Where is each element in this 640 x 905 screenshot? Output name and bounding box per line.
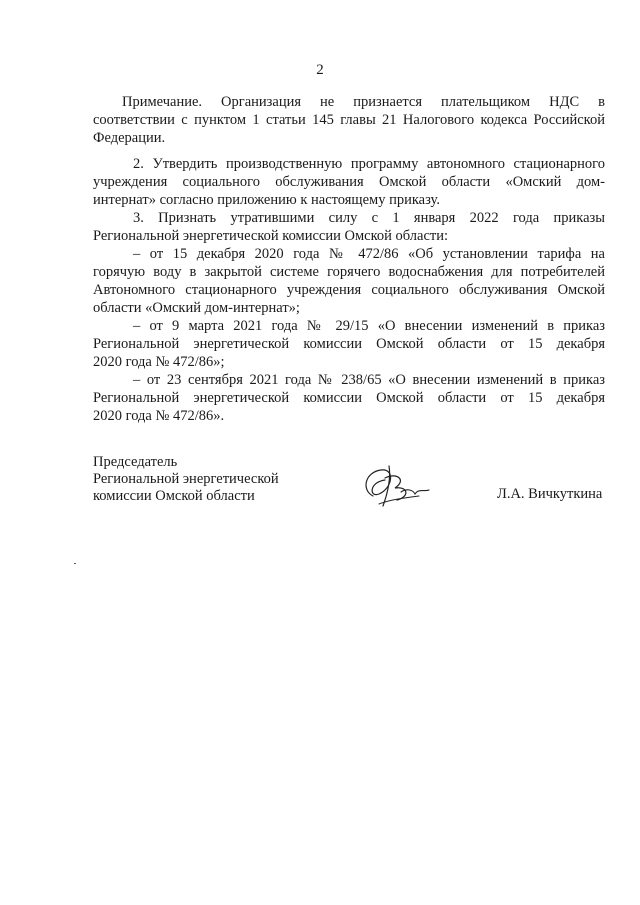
- handwritten-signature: [355, 458, 435, 516]
- signatory-title: комиссии Омской области: [93, 488, 255, 504]
- item2-line: интернат» согласно приложению к настоящему приказу.: [93, 192, 440, 208]
- repealed-order-line: – от 23 сентября 2021 года № 238/65 «О внесении изменений в приказ: [133, 372, 605, 388]
- repealed-order-line: Региональной энергетической комиссии Омской области от 15 декабря: [93, 336, 605, 352]
- note-line: Примечание. Организация не признается плательщиком НДС в: [122, 94, 605, 110]
- repealed-order-line: 2020 года № 472/86».: [93, 408, 225, 424]
- item2-line: учреждения социального обслуживания Омской области «Омский дом-: [93, 174, 605, 190]
- repealed-order-line: – от 15 декабря 2020 года № 472/86 «Об установлении тарифа на: [133, 246, 605, 262]
- repealed-order-line: – от 9 марта 2021 года № 29/15 «О внесении изменений в приказ: [133, 318, 605, 334]
- repealed-order-line: 2020 года № 472/86»;: [93, 354, 225, 370]
- repealed-order-line: области «Омский дом-интернат»;: [93, 300, 300, 316]
- repealed-order-line: Региональной энергетической комиссии Омской области от 15 декабря: [93, 390, 605, 406]
- scan-speck: [74, 563, 76, 564]
- note-line: соответствии с пунктом 1 статьи 145 главы 21 Налогового кодекса Российской: [93, 112, 605, 128]
- signatory-title: Председатель: [93, 454, 178, 470]
- item3-line: 3. Признать утратившими силу с 1 января 2022 года приказы: [133, 210, 605, 226]
- signatory-name: Л.А. Вичкуткина: [497, 486, 603, 502]
- item2-line: 2. Утвердить производственную программу автономного стационарного: [133, 156, 605, 172]
- item3-line: Региональной энергетической комиссии Омской области:: [93, 228, 449, 244]
- note-line: Федерации.: [93, 130, 166, 146]
- page-number: 2: [316, 62, 324, 78]
- signatory-title: Региональной энергетической: [93, 471, 279, 487]
- repealed-order-line: Автономного стационарного учреждения социального обслуживания Омской: [93, 282, 605, 298]
- repealed-order-line: горячую воду в закрытой системе горячего водоснабжения для потребителей: [93, 264, 605, 280]
